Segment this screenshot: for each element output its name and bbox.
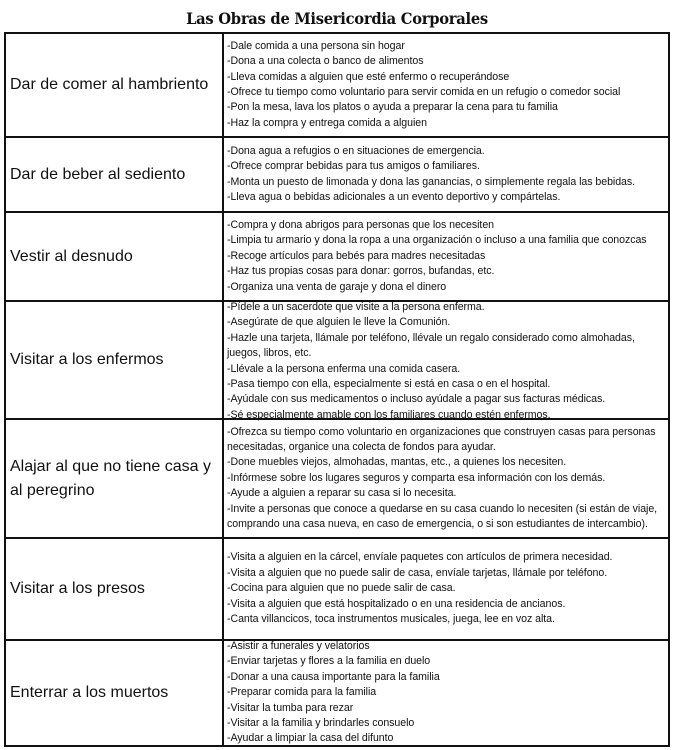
work-items-cell [223, 640, 669, 746]
list-item: -Pasa tiempo con ella, especialmente si está en casa o en el hospital. [227, 378, 551, 391]
list-item: -Pon la mesa, lava los platos o ayuda a preparar la cena para tu familia [227, 101, 558, 114]
list-item: -Limpia tu armario y dona la ropa a una organización o incluso a una familia que conozcas [227, 234, 647, 247]
list-item: -Ayude a alguien a reparar su casa si lo necesita. [227, 487, 457, 500]
list-item: -Dale comida a una persona sin hogar [227, 39, 405, 52]
table-row [5, 301, 669, 419]
work-items-cell [223, 301, 669, 419]
work-name: Dar de beber al sediento [5, 137, 223, 212]
list-item: -Hazle una tarjeta, llámale por teléfono, llévale un regalo considerado como almohadas, juegos, libros, etc. [227, 331, 635, 360]
list-item: -Canta villancicos, toca instrumentos musicales, juega, lee en voz alta. [227, 613, 555, 626]
list-item: -Enviar tarjetas y flores a la familia en duelo [227, 655, 431, 668]
item-list [227, 300, 665, 421]
list-item: -Recoge artículos para bebés para madres necesitadas [227, 249, 486, 262]
work-items-cell [223, 419, 669, 538]
work-items-cell [223, 538, 669, 640]
list-item: -Asegúrate de que alguien le lleve la Comunión. [227, 316, 451, 329]
list-item: -Asistir a funerales y velatorios [227, 640, 370, 652]
list-item: -Haz tus propias cosas para donar: gorros, bufandas, etc. [227, 265, 495, 278]
list-item: -Dona a una colecta o banco de alimentos [227, 55, 424, 68]
work-name: Visitar a los presos [5, 538, 223, 640]
work-items-cell [223, 212, 669, 301]
table-row [5, 33, 669, 137]
item-list [227, 39, 665, 131]
list-item: -Visitar a la familia y brindarles consuelo [227, 717, 415, 730]
list-item: -Pídele a un sacerdote que visite a la persona enferma. [227, 301, 485, 313]
list-item: -Lleva agua o bebidas adicionales a un evento deportivo y compártelas. [227, 190, 561, 203]
list-item: -Ofrezca su tiempo como voluntario en organizaciones que construyen casas para personas necesitadas, organice una colecta de fondos para ayudar. [227, 425, 656, 453]
table-row [5, 419, 669, 538]
table-row [5, 538, 669, 640]
list-item: -Visitar la tumba para rezar [227, 701, 354, 714]
list-item: -Infórmese sobre los lugares seguros y comparta esa información con los demás. [227, 471, 606, 484]
list-item: -Preparar comida para la familia [227, 686, 377, 699]
work-name: Enterrar a los muertos [5, 640, 223, 746]
table-row [5, 212, 669, 301]
item-list [227, 144, 665, 206]
list-item: -Ofrece tu tiempo como voluntario para servir comida en un refugio o comedor social [227, 86, 621, 98]
page-title: Las Obras de Misericordia Corporales [186, 9, 488, 28]
works-table [4, 32, 670, 747]
list-item: -Monta un puesto de limonada y dona las ganancias, o simplemente regala las bebidas. [227, 175, 636, 188]
list-item: -Visita a alguien que no puede salir de casa, envíale tarjetas, llámale por teléfono. [227, 566, 608, 579]
item-list [227, 425, 665, 533]
table-row [5, 640, 669, 746]
work-items-cell [223, 33, 669, 137]
item-list [227, 218, 665, 295]
work-name: Visitar a los enfermos [5, 301, 223, 419]
work-name: Alajar al que no tiene casa y al peregrino [5, 419, 223, 538]
work-name: Vestir al desnudo [5, 212, 223, 301]
item-list [227, 550, 665, 627]
work-name: Dar de comer al hambriento [5, 33, 223, 137]
list-item: -Donar a una causa importante para la familia [227, 670, 440, 683]
list-item: -Ayudar a limpiar la casa del difunto [227, 732, 394, 745]
list-item: -Organiza una venta de garaje y dona el dinero [227, 280, 447, 293]
work-items-cell [223, 137, 669, 212]
list-item: -Dona agua a refugios o en situaciones de emergencia. [227, 144, 485, 157]
list-item: -Visita a alguien en la cárcel, envíale paquetes con artículos de primera necesidad. [227, 551, 613, 564]
list-item: -Sé especialmente amable con los familiares cuando estén enfermos. [227, 408, 551, 421]
list-item: -Cocina para alguien que no puede salir de casa. [227, 582, 456, 595]
list-item: -Compra y dona abrigos para personas que los necesiten [227, 218, 495, 231]
list-item: -Ofrece comprar bebidas para tus amigos o familiares. [227, 160, 480, 173]
table-row [5, 137, 669, 212]
list-item: -Invite a personas que conoce a quedarse en su casa cuando lo necesiten (si están de viaje, comprando una casa nueva, en caso de emergencia, o si son estudiantes de intercambio). [227, 502, 658, 531]
item-list [227, 639, 665, 743]
list-item: -Llévale a la persona enferma una comida casera. [227, 362, 461, 375]
list-item: -Done muebles viejos, almohadas, mantas, etc., a quienes los necesiten. [227, 456, 567, 469]
list-item: -Lleva comidas a alguien que esté enfermo o recuperándose [227, 70, 510, 83]
list-item: -Haz la compra y entrega comida a alguien [227, 116, 427, 129]
list-item: -Ayúdale con sus medicamentos o incluso ayúdale a pagar sus facturas médicas. [227, 393, 606, 406]
list-item: -Visita a alguien que está hospitalizado o en una residencia de ancianos. [227, 597, 566, 610]
